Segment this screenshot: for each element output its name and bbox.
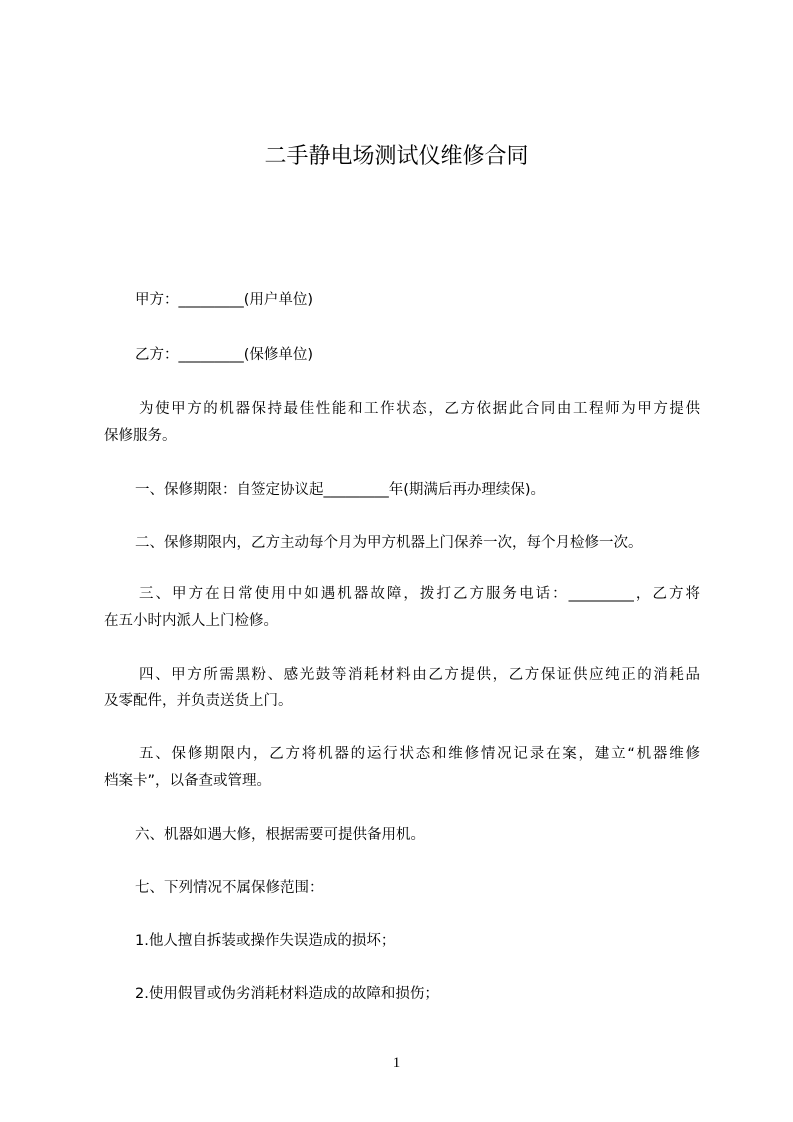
clause-4-line-1: 四、甲方所需黑粉、感光鼓等消耗材料由乙方提供，乙方保证供应纯正的消耗品 (139, 667, 700, 683)
clause-5-line-1: 五、保修期限内，乙方将机器的运行状态和维修情况记录在案，建立“机器维修 (139, 746, 700, 762)
clause-2: 二、保修期限内，乙方主动每个月为甲方机器上门保养一次，每个月检修一次。 (135, 535, 643, 551)
clause-1: 一、保修期限：自签定协议起_________年(期满后再办理续保)。 (135, 482, 546, 498)
clause-7: 七、下列情况不属保修范围： (135, 880, 324, 896)
party-b-line: 乙方：_________(保修单位) (135, 347, 314, 363)
clause-3-line-1: 三、甲方在日常使用中如遇机器故障，拨打乙方服务电话：_________，乙方将 (139, 586, 700, 602)
party-a-line: 甲方：_________(用户单位) (135, 292, 314, 308)
page-number: 1 (392, 1055, 401, 1071)
clause-5-line-2: 档案卡”，以备查或管理。 (104, 773, 272, 789)
document-title: 二手静电场测试仪维修合同 (264, 144, 529, 169)
exclusion-item-1: 1.他人擅自拆装或操作失误造成的损坏； (135, 933, 396, 949)
intro-line-2: 保修服务。 (104, 428, 177, 444)
exclusion-item-2: 2.使用假冒或伪劣消耗材料造成的故障和损伤； (135, 986, 439, 1002)
clause-3-line-2: 在五小时内派人上门检修。 (104, 613, 278, 629)
clause-6: 六、机器如遇大修，根据需要可提供备用机。 (135, 827, 425, 843)
clause-4-line-2: 及零配件，并负责送货上门。 (104, 693, 293, 709)
intro-line-1: 为使甲方的机器保持最佳性能和工作状态，乙方依据此合同由工程师为甲方提供 (139, 401, 700, 417)
